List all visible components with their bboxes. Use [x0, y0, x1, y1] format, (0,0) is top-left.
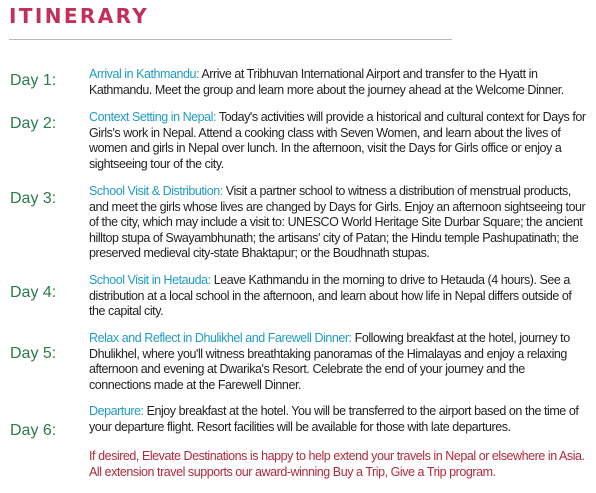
day-heading-6: Departure: [89, 404, 144, 418]
day-heading-2: Context Setting in Nepal: [89, 110, 217, 124]
title-divider [9, 39, 452, 40]
extension-note-line-1: If desired, Elevate Destinations is happy to help extend your travels in Nepal or elsewhere in Asia. [89, 449, 585, 463]
day-label-3: Day 3: [10, 190, 57, 207]
day-text-6: Enjoy breakfast at the hotel. You will be transferred to the airport based on the time of your departure flight. Resort facilities will be available for those with late departures. [89, 404, 579, 434]
day-text-1: Arrive at Tribhuvan International Airport and transfer to the Hyatt in Kathmandu. Meet the group and learn more about the journey ahead at the Welcome Dinner. [89, 67, 564, 97]
day-text-4: Leave Kathmandu in the morning to drive to Hetauda (4 hours). See a distribution at a local school in the afternoon, and learn about how life in Nepal differs outside of the capital city. [89, 273, 572, 318]
page-title: ITINERARY [9, 4, 150, 28]
day-entry-4 [89, 273, 589, 320]
day-entry-3 [89, 184, 589, 262]
extension-note [89, 449, 589, 480]
day-heading-1: Arrival in Kathmandu: [89, 67, 200, 81]
day-heading-5: Relax and Reflect in Dhulikhel and Farewell Dinner: [89, 331, 352, 345]
day-text-2: Today's activities will provide a historical and cultural context for Days for Girls's work in Nepal. Attend a cooking class with Seven Women, and learn about the lives of women and girls in Nepal over lunch. In the afternoon, visit the Days for Girls office or enjoy a sightseeing tour of the city. [89, 110, 586, 171]
day-text-3: Visit a partner school to witness a distribution of menstrual products, and meet the girls whose lives are changed by Days for Girls. Enjoy an afternoon sightseeing tour of the city, which may include a visit to: UNESCO World Heritage Site Durbar Square; the ancient hilltop stupa of Swayambhunath; the artisans' city of Patan; the Hindu temple Pashupatinath; the preserved medieval city-state Bhaktapur; or the Boudhnath stupas. [89, 184, 586, 260]
day-entry-1 [89, 67, 589, 98]
day-label-2: Day 2: [10, 115, 57, 132]
day-label-4: Day 4: [10, 284, 57, 301]
day-label-6: Day 6: [10, 422, 57, 439]
day-label-5: Day 5: [10, 345, 57, 362]
day-entry-2 [89, 110, 589, 172]
day-heading-4: School Visit in Hetauda: [89, 273, 211, 287]
day-text-5: Following breakfast at the hotel, journey to Dhulikhel, where you'll witness breathtaking panoramas of the Himalayas and enjoy a relaxing afternoon and evening at Dwarika's Resort. Celebrate the end of your journey and the connections made at the Farewell Dinner. [89, 331, 570, 392]
day-label-1: Day 1: [10, 72, 57, 89]
day-entry-6 [89, 404, 589, 435]
extension-note-line-2: All extension travel supports our award-winning Buy a Trip, Give a Trip program. [89, 464, 496, 479]
day-heading-3: School Visit & Distribution: [89, 184, 223, 198]
day-entry-5 [89, 331, 589, 393]
